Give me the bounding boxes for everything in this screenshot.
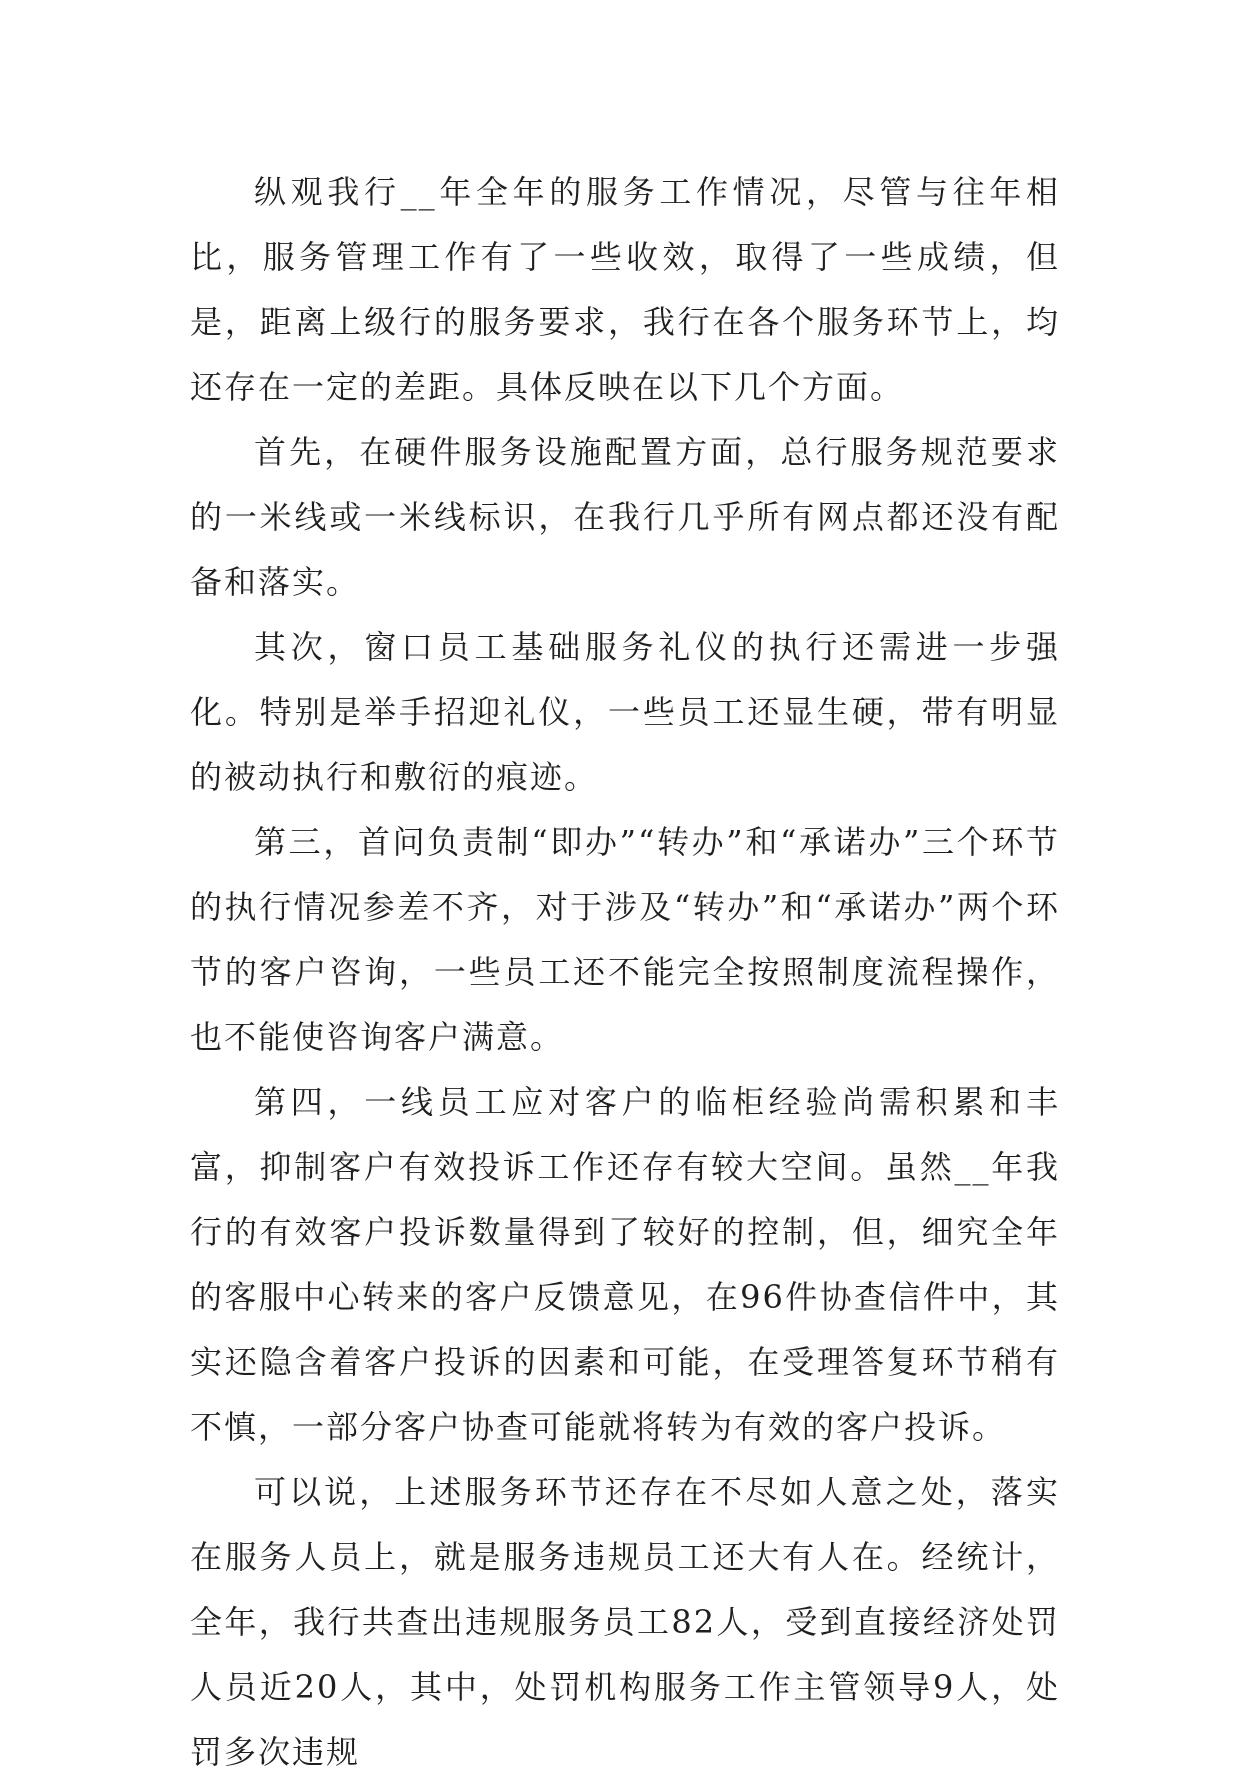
paragraph-summary: 可以说，上述服务环节还存在不尽如人意之处，落实在服务人员上，就是服务违规员工还大有人在。经统计，全年，我行共查出违规服务员工82人，受到直接经济处罚人员近20人，其中，处罚机构服务工作主管领导9人，处罚多次违规	[190, 1473, 1060, 1771]
paragraph-first: 首先，在硬件服务设施配置方面，总行服务规范要求的一米线或一米线标识，在我行几乎所有网点都还没有配备和落实。	[190, 433, 1060, 601]
paragraph-fourth: 第四，一线员工应对客户的临柜经验尚需积累和丰富，抑制客户有效投诉工作还存有较大空间。虽然__年我行的有效客户投诉数量得到了较好的控制，但，细究全年的客服中心转来的客户反馈意见，在96件协查信件中，其实还隐含着客户投诉的因素和可能，在受理答复环节稍有不慎，一部分客户协查可能就将转为有效的客户投诉。	[190, 1083, 1060, 1446]
paragraph-second: 其次，窗口员工基础服务礼仪的执行还需进一步强化。特别是举手招迎礼仪，一些员工还显生硬，带有明显的被动执行和敷衍的痕迹。	[190, 628, 1060, 796]
paragraph-overview: 纵观我行__年全年的服务工作情况，尽管与往年相比，服务管理工作有了一些收效，取得了一些成绩，但是，距离上级行的服务要求，我行在各个服务环节上，均还存在一定的差距。具体反映在以下几个方面。	[190, 173, 1060, 406]
paragraph-third: 第三，首问负责制“即办”“转办”和“承诺办”三个环节的执行情况参差不齐，对于涉及“转办”和“承诺办”两个环节的客户咨询，一些员工还不能完全按照制度流程操作，也不能使咨询客户满意。	[190, 823, 1060, 1056]
document-body	[190, 160, 1060, 1785]
